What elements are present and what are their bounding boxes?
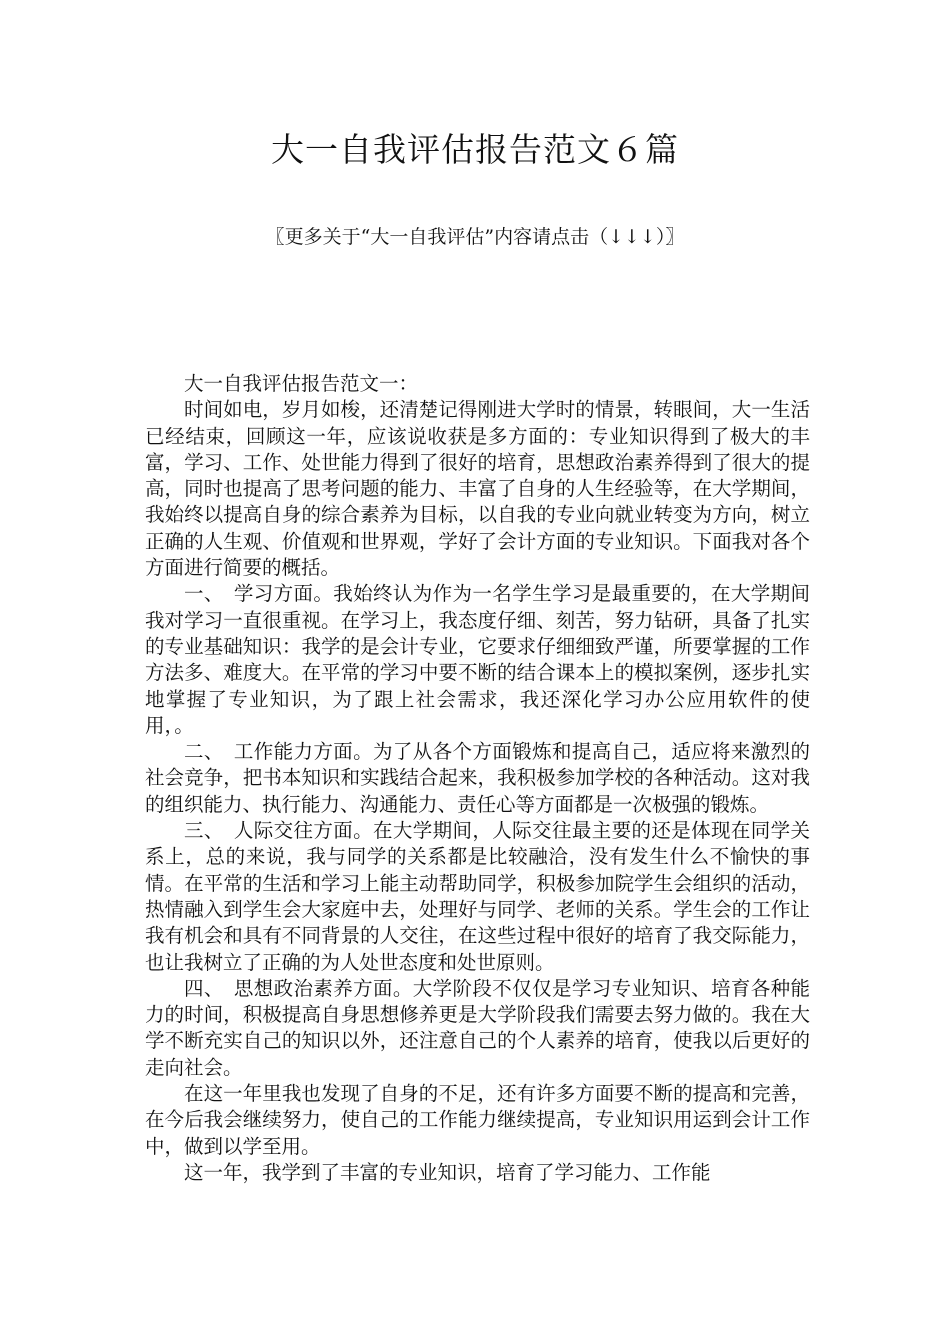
paragraph-political-quality: 四、 思想政治素养方面。大学阶段不仅仅是学习专业知识、培育各种能力的时间，积极提高自身思想修养更是大学阶段我们需要去努力做的。我在大学不断充实自己的知识以外，还注意自己的个人素养的培育，使我以后更好的走向社会。 xyxy=(145,976,810,1079)
paragraph-intro: 时间如电，岁月如梭，还清楚记得刚进大学时的情景，转眼间，大一生活已经结束，回顾这一年，应该说收获是多方面的：专业知识得到了极大的丰富，学习、工作、处世能力得到了很好的培育，思想政治素养得到了很大的提高，同时也提高了思考问题的能力、丰富了自身的人生经验等，在大学期间，我始终以提高自身的综合素养为目标，以自我的专业向就业转变为方向，树立正确的人生观、价值观和世界观，学好了会计方面的专业知识。下面我对各个方面进行简要的概括。 xyxy=(145,398,810,580)
paragraph-study: 一、 学习方面。我始终认为作为一名学生学习是最重要的，在大学期间我对学习一直很重视。在学习上，我态度仔细、刻苦，努力钻研，具备了扎实的专业基础知识：我学的是会计专业，它要求仔细细致严谨，所要掌握的工作方法多、难度大。在平常的学习中要不断的结合课本上的模拟案例，逐步扎实地掌握了专业知识，为了跟上社会需求，我还深化学习办公应用软件的使用，。 xyxy=(145,582,810,737)
paragraph-relationships: 三、 人际交往方面。在大学期间，人际交往最主要的还是体现在同学关系上，总的来说，我与同学的关系都是比较融洽，没有发生什么不愉快的事情。在平常的生活和学习上能主动帮助同学，积极参加院学生会组织的活动，热情融入到学生会大家庭中去，处理好与同学、老师的关系。学生会的工作让我有机会和具有不同背景的人交往，在这些过程中很好的培育了我交际能力，也让我树立了正确的为人处世态度和处世原则。 xyxy=(145,819,810,974)
paragraph-work-ability: 二、 工作能力方面。为了从各个方面锻炼和提高自己，适应将来激烈的社会竞争，把书本知识和实践结合起来，我积极参加学校的各种活动。这对我的组织能力、执行能力、沟通能力、责任心等方面都是一次极强的锻炼。 xyxy=(145,740,810,816)
document-body xyxy=(145,371,810,1186)
paragraph-shortcomings: 在这一年里我也发现了自身的不足，还有许多方面要不断的提高和完善，在今后我会继续努力，使自己的工作能力继续提高，专业知识用运到会计工作中，做到以学至用。 xyxy=(145,1082,810,1158)
section-heading: 大一自我评估报告范文一： xyxy=(184,372,419,395)
related-content-link[interactable]: 〖更多关于“大一自我评估”内容请点击（↓↓↓）〗 xyxy=(265,226,685,248)
document-title: 大一自我评估报告范文６篇 xyxy=(271,130,679,169)
paragraph-conclusion: 这一年，我学到了丰富的专业知识，培育了学习能力、工作能 xyxy=(184,1160,711,1184)
